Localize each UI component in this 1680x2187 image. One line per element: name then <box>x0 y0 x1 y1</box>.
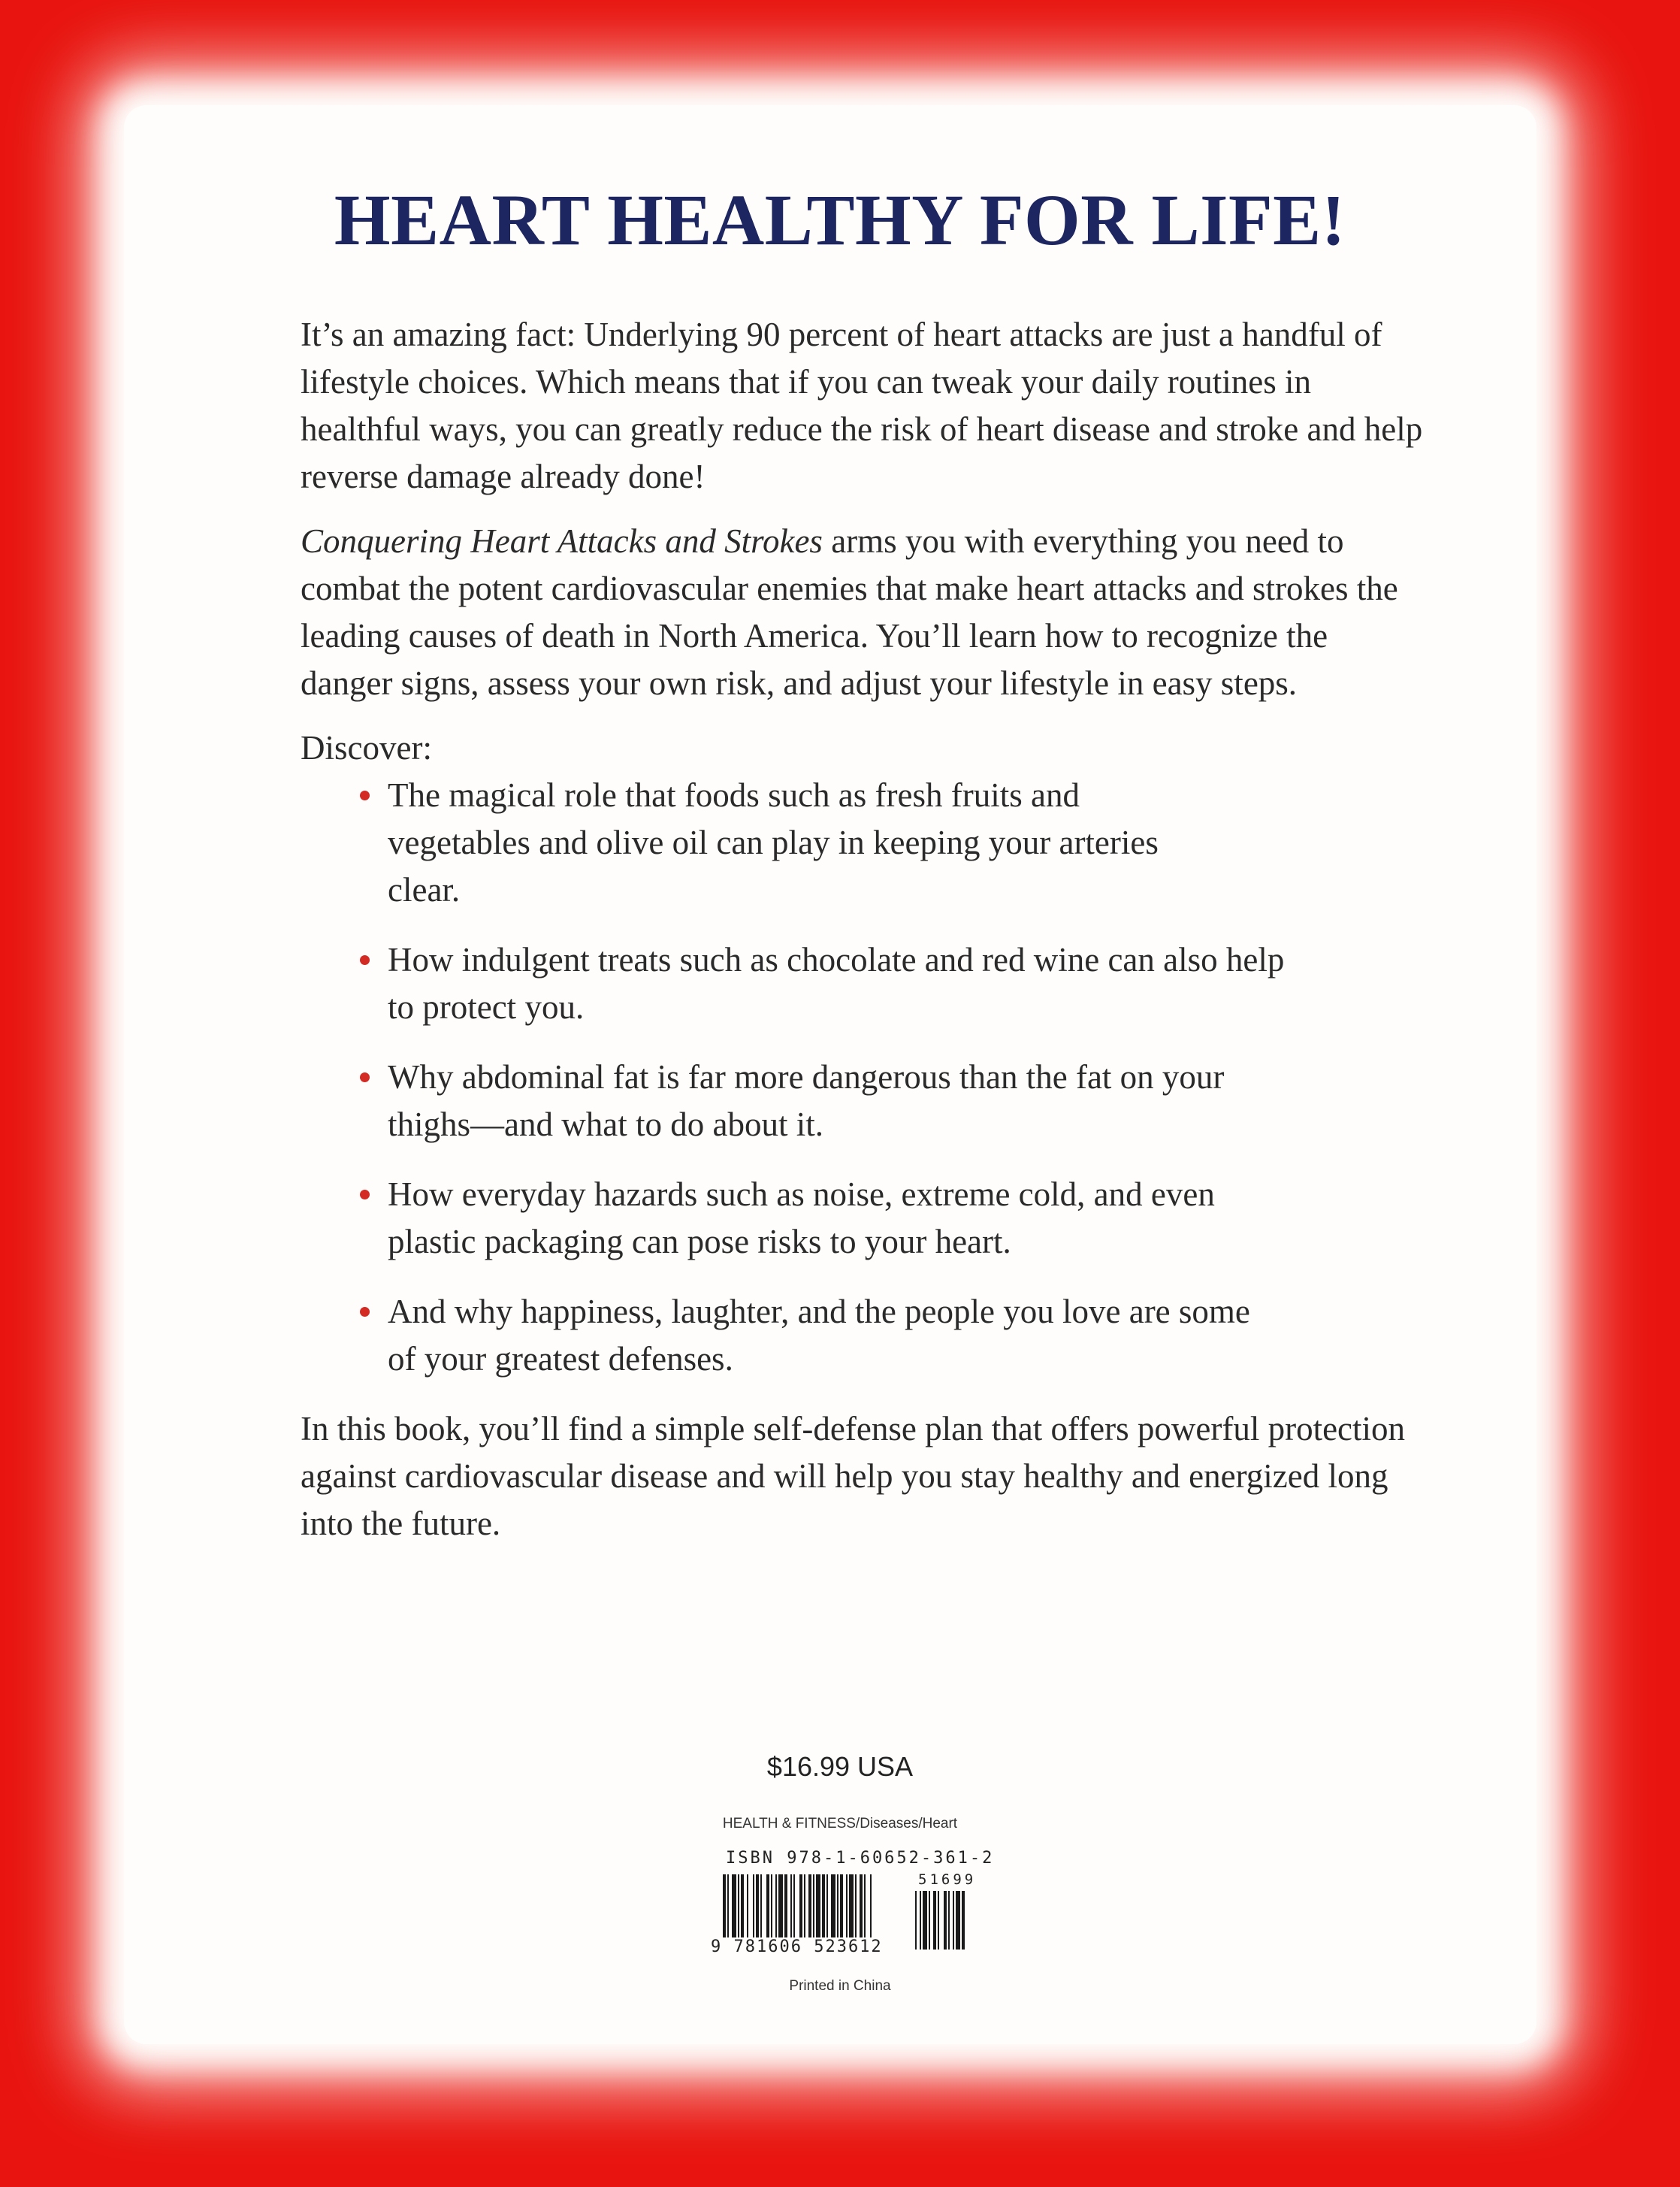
price-code-label: 51699 <box>918 1871 977 1888</box>
description-paragraph <box>301 518 1428 707</box>
category-label: HEALTH & FITNESS/Diseases/Heart <box>722 1816 958 1832</box>
page-title: HEART HEALTHY FOR LIFE! <box>334 180 1346 260</box>
description-text: arms you with everything you need to combat the potent cardiovascular enemies that make heart attacks and strokes the leading causes of death in North America. You’ll learn how to recognize the danger signs, assess your own risk, and adjust your lifestyle in easy steps. <box>301 522 1398 702</box>
list-item: And why happiness, laughter, and the people you love are some of your greatest defenses. <box>388 1288 1252 1383</box>
list-item: Why abdominal fat is far more dangerous than the fat on your thighs—and what to do about it. <box>388 1054 1252 1148</box>
closing-paragraph: In this book, you’ll find a simple self-defense plan that offers powerful protection against cardiovascular disease and will help you stay healthy and energized long into the future. <box>301 1410 1406 1542</box>
list-item: The magical role that foods such as fresh fruits and vegetables and olive oil can play in keeping your arteries clear. <box>388 772 1214 914</box>
book-title: Conquering Heart Attacks and Strokes <box>301 522 823 560</box>
barcode <box>706 1849 1007 1977</box>
list-item: How everyday hazards such as noise, extreme cold, and even plastic packaging can pose risks to your heart. <box>388 1171 1289 1266</box>
blurb <box>301 311 1428 1547</box>
benefit-list <box>301 772 1428 1383</box>
discover-label: Discover: <box>301 729 432 767</box>
isbn-label: ISBN 978-1-60652-361-2 <box>726 1849 995 1868</box>
printed-label: Printed in China <box>789 1978 891 1994</box>
intro-paragraph: It’s an amazing fact: Underlying 90 percent of heart attacks are just a handful of lifestyle choices. Which means that if you can tweak your daily routines in healthful ways, you can greatly reduce the risk of heart disease and stroke and help reverse damage already done! <box>301 316 1423 495</box>
ean-digits-label: 9 781606 523612 <box>711 1937 883 1956</box>
list-item: How indulgent treats such as chocolate and red wine can also help to protect you. <box>388 936 1289 1031</box>
price-label: $16.99 USA <box>766 1751 914 1782</box>
